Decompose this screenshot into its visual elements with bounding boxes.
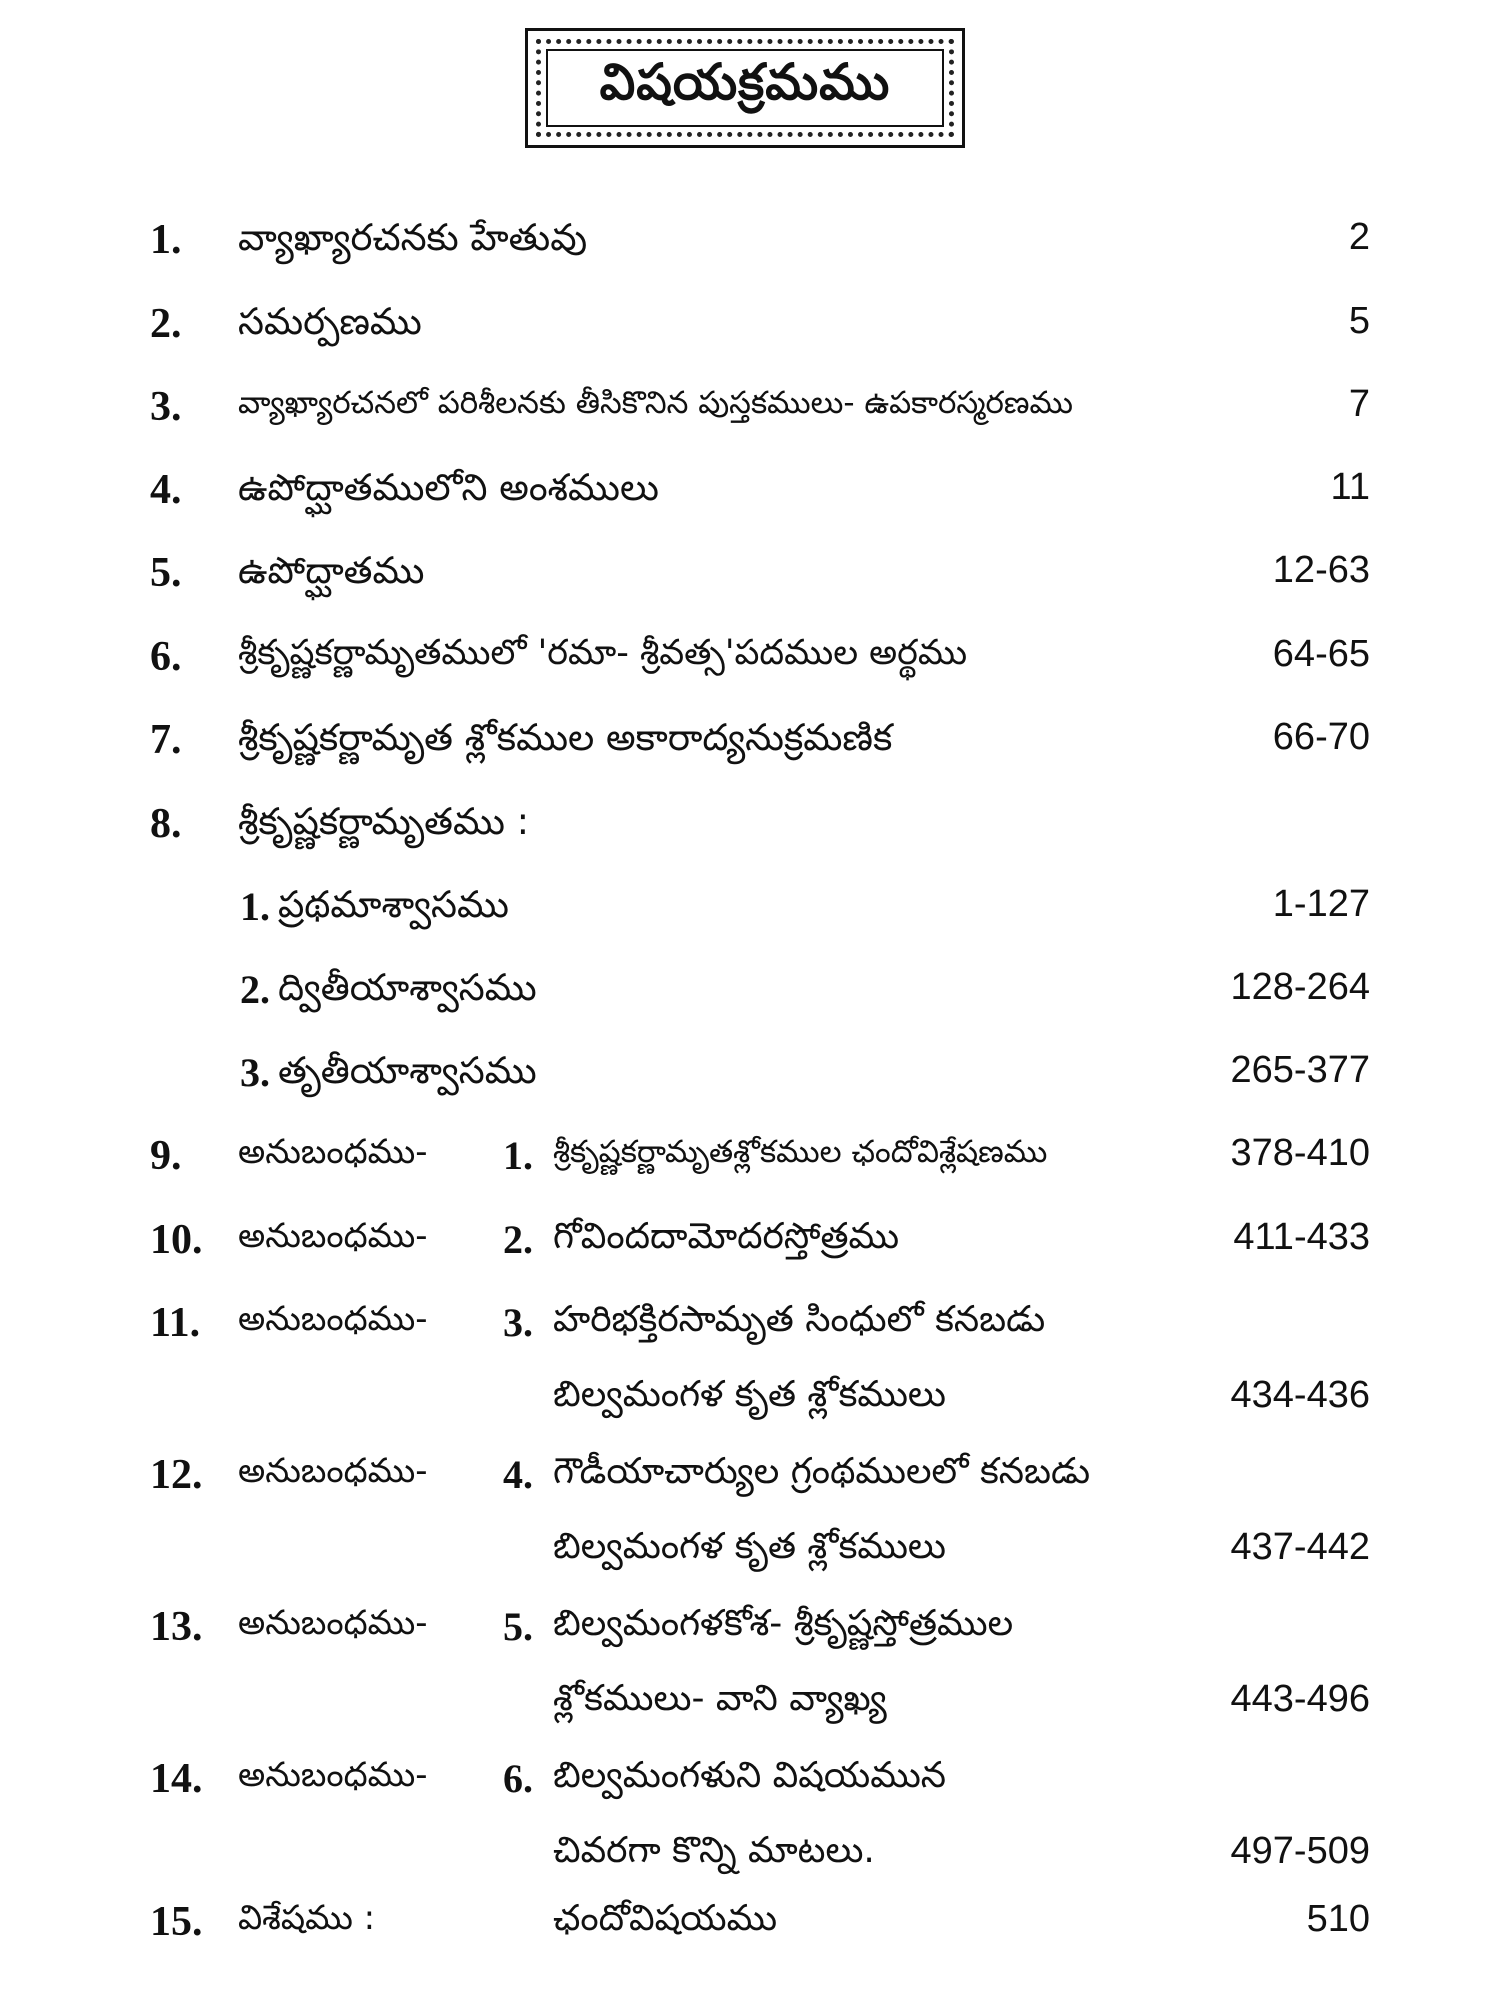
subentry-title: తృతీయాశ్వాసము bbox=[278, 1049, 537, 1092]
entry-page: 411-433 bbox=[1233, 1216, 1370, 1258]
entry-title: శ్రీకృష్ణకర్ణామృత శ్లోకముల అకారాద్యనుక్రమణిక bbox=[238, 716, 893, 759]
subentry-number: 3. bbox=[240, 1050, 270, 1095]
entry-title: గౌడీయాచార్యుల గ్రంథములలో కనబడు bbox=[553, 1451, 1091, 1492]
entry-number: 4. bbox=[150, 467, 182, 513]
entry-page: 1-127 bbox=[1272, 883, 1370, 925]
entry-page: 128-264 bbox=[1230, 966, 1370, 1008]
entry-page: 443-496 bbox=[1230, 1678, 1370, 1720]
entry-title: బిల్వమంగళకోశ- శ్రీకృష్ణస్తోత్రముల bbox=[553, 1603, 1014, 1644]
special-label: విశేషము : bbox=[238, 1898, 376, 1938]
entry-title: వ్యాఖ్యారచనకు హేతువు bbox=[238, 216, 588, 259]
page-title: విషయక్రమము bbox=[599, 52, 891, 111]
appendix-number: 3. bbox=[503, 1300, 533, 1345]
entry-number: 2. bbox=[150, 301, 182, 347]
appendix-number: 4. bbox=[503, 1452, 533, 1497]
title-frame bbox=[525, 28, 965, 148]
appendix-label: అనుబంధము- bbox=[238, 1755, 428, 1795]
subentry-number: 1. bbox=[240, 884, 270, 929]
title-border-decoration bbox=[536, 39, 954, 137]
entry-page: 7 bbox=[1348, 383, 1370, 425]
entry-page: 510 bbox=[1306, 1898, 1370, 1940]
appendix-number: 5. bbox=[503, 1604, 533, 1649]
entry-page: 11 bbox=[1330, 466, 1370, 508]
entry-title: శ్రీకృష్ణకర్ణామృతములో 'రమా- శ్రీవత్స'పదముల అర్థము bbox=[238, 633, 968, 673]
entry-page: 12-63 bbox=[1272, 549, 1370, 591]
entry-number: 15. bbox=[150, 1899, 203, 1945]
entry-number: 5. bbox=[150, 550, 182, 596]
entry-title: సమర్పణము bbox=[238, 300, 422, 343]
entry-number: 13. bbox=[150, 1604, 203, 1650]
entry-number: 9. bbox=[150, 1133, 182, 1179]
entry-page: 2 bbox=[1348, 216, 1370, 258]
entry-title-line2: బిల్వమంగళ కృత శ్లోకములు bbox=[553, 1526, 946, 1567]
entry-title: ఉపోద్ఘాతము bbox=[238, 549, 425, 592]
appendix-label: అనుబంధము- bbox=[238, 1603, 428, 1643]
entry-number: 1. bbox=[150, 217, 182, 263]
appendix-number: 6. bbox=[503, 1756, 533, 1801]
entry-page: 64-65 bbox=[1272, 633, 1370, 675]
entry-number: 8. bbox=[150, 801, 182, 847]
entry-page: 5 bbox=[1348, 300, 1370, 342]
entry-title: బిల్వమంగళుని విషయమున bbox=[553, 1755, 947, 1796]
entry-title: శ్రీకృష్ణకర్ణామృతము : bbox=[238, 800, 530, 843]
entry-page: 265-377 bbox=[1230, 1049, 1370, 1091]
entry-title-line2: బిల్వమంగళ కృత శ్లోకములు bbox=[553, 1374, 946, 1415]
entry-page: 497-509 bbox=[1230, 1830, 1370, 1872]
appendix-label: అనుబంధము- bbox=[238, 1132, 428, 1172]
subentry-number: 2. bbox=[240, 967, 270, 1012]
entry-title-line2: చివరగా కొన్ని మాటలు. bbox=[553, 1830, 875, 1871]
appendix-label: అనుబంధము- bbox=[238, 1299, 428, 1339]
entry-number: 7. bbox=[150, 717, 182, 763]
subentry-title: ప్రథమాశ్వాసము bbox=[278, 883, 509, 926]
entry-number: 12. bbox=[150, 1452, 203, 1498]
entry-page: 434-436 bbox=[1230, 1374, 1370, 1416]
entry-page: 66-70 bbox=[1272, 716, 1370, 758]
appendix-label: అనుబంధము- bbox=[238, 1451, 428, 1491]
entry-title-line2: శ్లోకములు- వాని వ్యాఖ్య bbox=[553, 1678, 887, 1719]
entry-number: 10. bbox=[150, 1217, 203, 1263]
entry-page: 437-442 bbox=[1230, 1526, 1370, 1568]
entry-title: శ్రీకృష్ణకర్ణామృతశ్లోకముల ఛందోవిశ్లేషణము bbox=[553, 1134, 1048, 1170]
entry-title: వ్యాఖ్యారచనలో పరిశీలనకు తీసికొనిన పుస్తకములు- ఉపకారస్మరణము bbox=[238, 385, 1073, 421]
entry-title: హరిభక్తిరసామృత సింధులో కనబడు bbox=[553, 1299, 1046, 1340]
entry-number: 11. bbox=[150, 1300, 201, 1346]
entry-title: ఉపోద్ఘాతములోని అంశములు bbox=[238, 466, 659, 509]
entry-title: ఛందోవిషయము bbox=[553, 1898, 778, 1939]
entry-number: 6. bbox=[150, 634, 182, 680]
entry-page: 378-410 bbox=[1230, 1132, 1370, 1174]
entry-number: 3. bbox=[150, 384, 182, 430]
appendix-number: 1. bbox=[503, 1133, 533, 1178]
subentry-title: ద్వితీయాశ్వాసము bbox=[278, 966, 537, 1009]
entry-title: గోవిందదామోదరస్తోత్రము bbox=[553, 1216, 900, 1257]
entry-number: 14. bbox=[150, 1756, 203, 1802]
appendix-label: అనుబంధము- bbox=[238, 1216, 428, 1256]
appendix-number: 2. bbox=[503, 1217, 533, 1262]
